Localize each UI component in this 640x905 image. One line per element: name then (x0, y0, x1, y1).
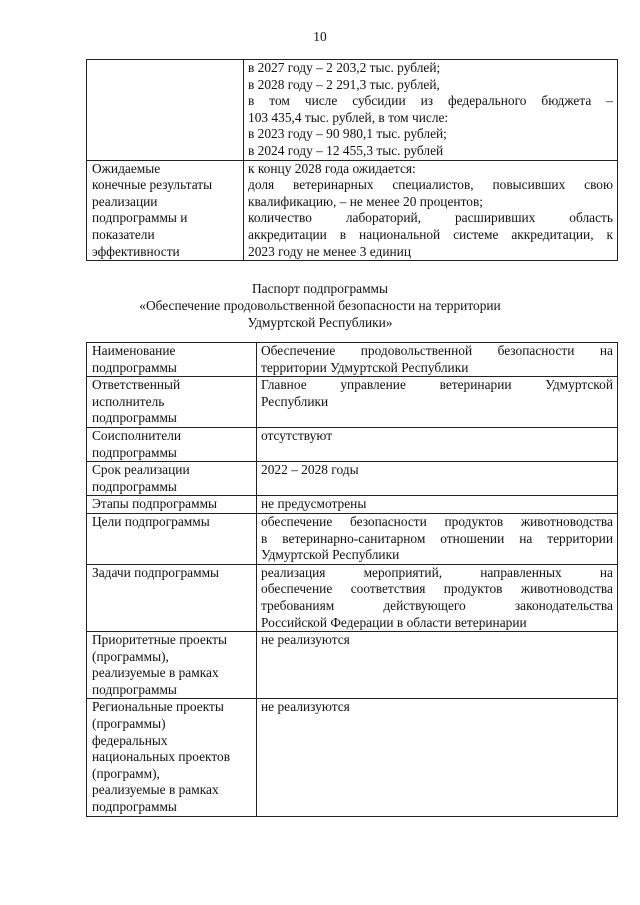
label-line: федеральных (92, 732, 168, 748)
row-value (257, 343, 618, 377)
title-line: «Обеспечение продовольственной безопасности на территории (139, 298, 501, 313)
value-line: не реализуются (261, 632, 350, 648)
row-label (87, 343, 257, 377)
label-line: реализуемые в рамках (92, 665, 219, 681)
table-row (87, 513, 618, 564)
table-row (87, 564, 618, 631)
value-line: аккредитации в национальной системе аккредитации, к (248, 226, 613, 242)
table-row (87, 427, 618, 461)
row-label (87, 377, 257, 428)
row-value (257, 632, 618, 699)
row-label (87, 160, 244, 261)
value-line: в том числе субсидии из федерального бюджета – (248, 93, 613, 109)
value-line: в 2023 году – 90 980,1 тыс. рублей; (248, 126, 447, 142)
row-value (257, 377, 618, 428)
value-line: в ветеринарно-санитарном отношении на территории (261, 530, 613, 546)
value-line: территории Удмуртской Республики (261, 359, 469, 375)
row-label (87, 462, 257, 496)
value-line: не предусмотрены (261, 496, 367, 512)
label-line: (программ), (92, 765, 160, 781)
value-line: отсутствуют (261, 427, 333, 443)
label-line: Цели подпрограммы (92, 513, 210, 529)
row-label (87, 427, 257, 461)
page-number: 10 (313, 29, 327, 44)
label-line: Региональные проекты (92, 699, 224, 715)
funding-table (86, 59, 618, 261)
label-line: Наименование (92, 343, 176, 358)
value-line: квалификацию, – не менее 20 процентов; (248, 193, 483, 209)
title-line: Паспорт подпрограммы (251, 281, 389, 296)
passport-title (0, 280, 640, 331)
label-line: подпрограммы (92, 799, 177, 815)
table-row (87, 377, 618, 428)
passport-table (86, 342, 618, 817)
label-line: (программы) (92, 716, 166, 732)
value-line: обеспечение безопасности продуктов животноводства (261, 513, 613, 529)
label-line: Ответственный (92, 377, 181, 393)
value-line: количество лабораторий, расширивших область (248, 210, 613, 226)
row-value (244, 160, 618, 261)
label-line: Задачи подпрограммы (92, 564, 220, 580)
row-value (257, 427, 618, 461)
value-line: Российской Федерации в области ветеринарии (261, 614, 527, 630)
value-line: доля ветеринарных специалистов, повысивших свою (248, 177, 613, 193)
row-value (257, 513, 618, 564)
label-line: Этапы подпрограммы (92, 496, 218, 512)
label-line: подпрограммы и (92, 210, 188, 226)
value-line: обеспечение соответствия продуктов животноводства (261, 581, 613, 597)
label-line: Срок реализации (92, 462, 190, 478)
row-label (87, 564, 257, 631)
value-line: Удмуртской Республики (261, 547, 400, 563)
value-line: не реализуются (261, 699, 350, 715)
value-line: требованиям действующего законодательства (261, 597, 613, 613)
row-value (257, 564, 618, 631)
table-row (87, 699, 618, 816)
row-value (257, 496, 618, 514)
label-line: реализации (92, 193, 158, 209)
label-line: конечные результаты (92, 177, 213, 193)
value-line: Республики (261, 393, 329, 409)
label-line: реализуемые в рамках (92, 782, 219, 798)
table-row (87, 60, 618, 161)
table-row (87, 343, 618, 377)
value-line: 103 435,4 тыс. рублей, в том числе: (248, 109, 449, 125)
table-row (87, 462, 618, 496)
label-line: подпрограммы (92, 444, 177, 460)
value-line: в 2024 году – 12 455,3 тыс. рублей (248, 142, 444, 158)
row-label (87, 496, 257, 514)
label-line: Ожидаемые (92, 160, 161, 176)
row-label (87, 699, 257, 816)
label-line: эффективности (92, 243, 180, 259)
row-value (257, 699, 618, 816)
label-line: (программы), (92, 648, 169, 664)
label-line: подпрограммы (92, 681, 177, 697)
row-value (257, 462, 618, 496)
row-label (87, 513, 257, 564)
value-line: реализация мероприятий, направленных на (261, 564, 613, 580)
label-line: Соисполнители (92, 427, 182, 443)
label-line: подпрограммы (92, 410, 177, 426)
value-line: 2022 – 2028 годы (261, 462, 359, 478)
row-label (87, 632, 257, 699)
label-line: Приоритетные проекты (92, 632, 228, 648)
value-line: в 2028 году – 2 291,3 тыс. рублей, (248, 76, 440, 92)
label-line: исполнитель (92, 393, 165, 409)
table-row (87, 160, 618, 261)
table-row (87, 496, 618, 514)
value-line: Главное управление ветеринарии Удмуртской (261, 377, 613, 393)
row-value (244, 60, 618, 161)
value-line: Обеспечение продовольственной безопасности на (261, 343, 613, 358)
title-line: Удмуртской Республики» (247, 315, 393, 330)
label-line: показатели (92, 226, 155, 242)
label-line: подпрограммы (92, 478, 177, 494)
table-row (87, 632, 618, 699)
value-line: к концу 2028 года ожидается: (248, 160, 416, 176)
value-line: в 2027 году – 2 203,2 тыс. рублей; (248, 60, 441, 75)
label-line: подпрограммы (92, 359, 177, 375)
row-label (87, 60, 244, 161)
value-line: 2023 году не менее 3 единиц (248, 243, 412, 259)
label-line: национальных проектов (92, 749, 231, 765)
